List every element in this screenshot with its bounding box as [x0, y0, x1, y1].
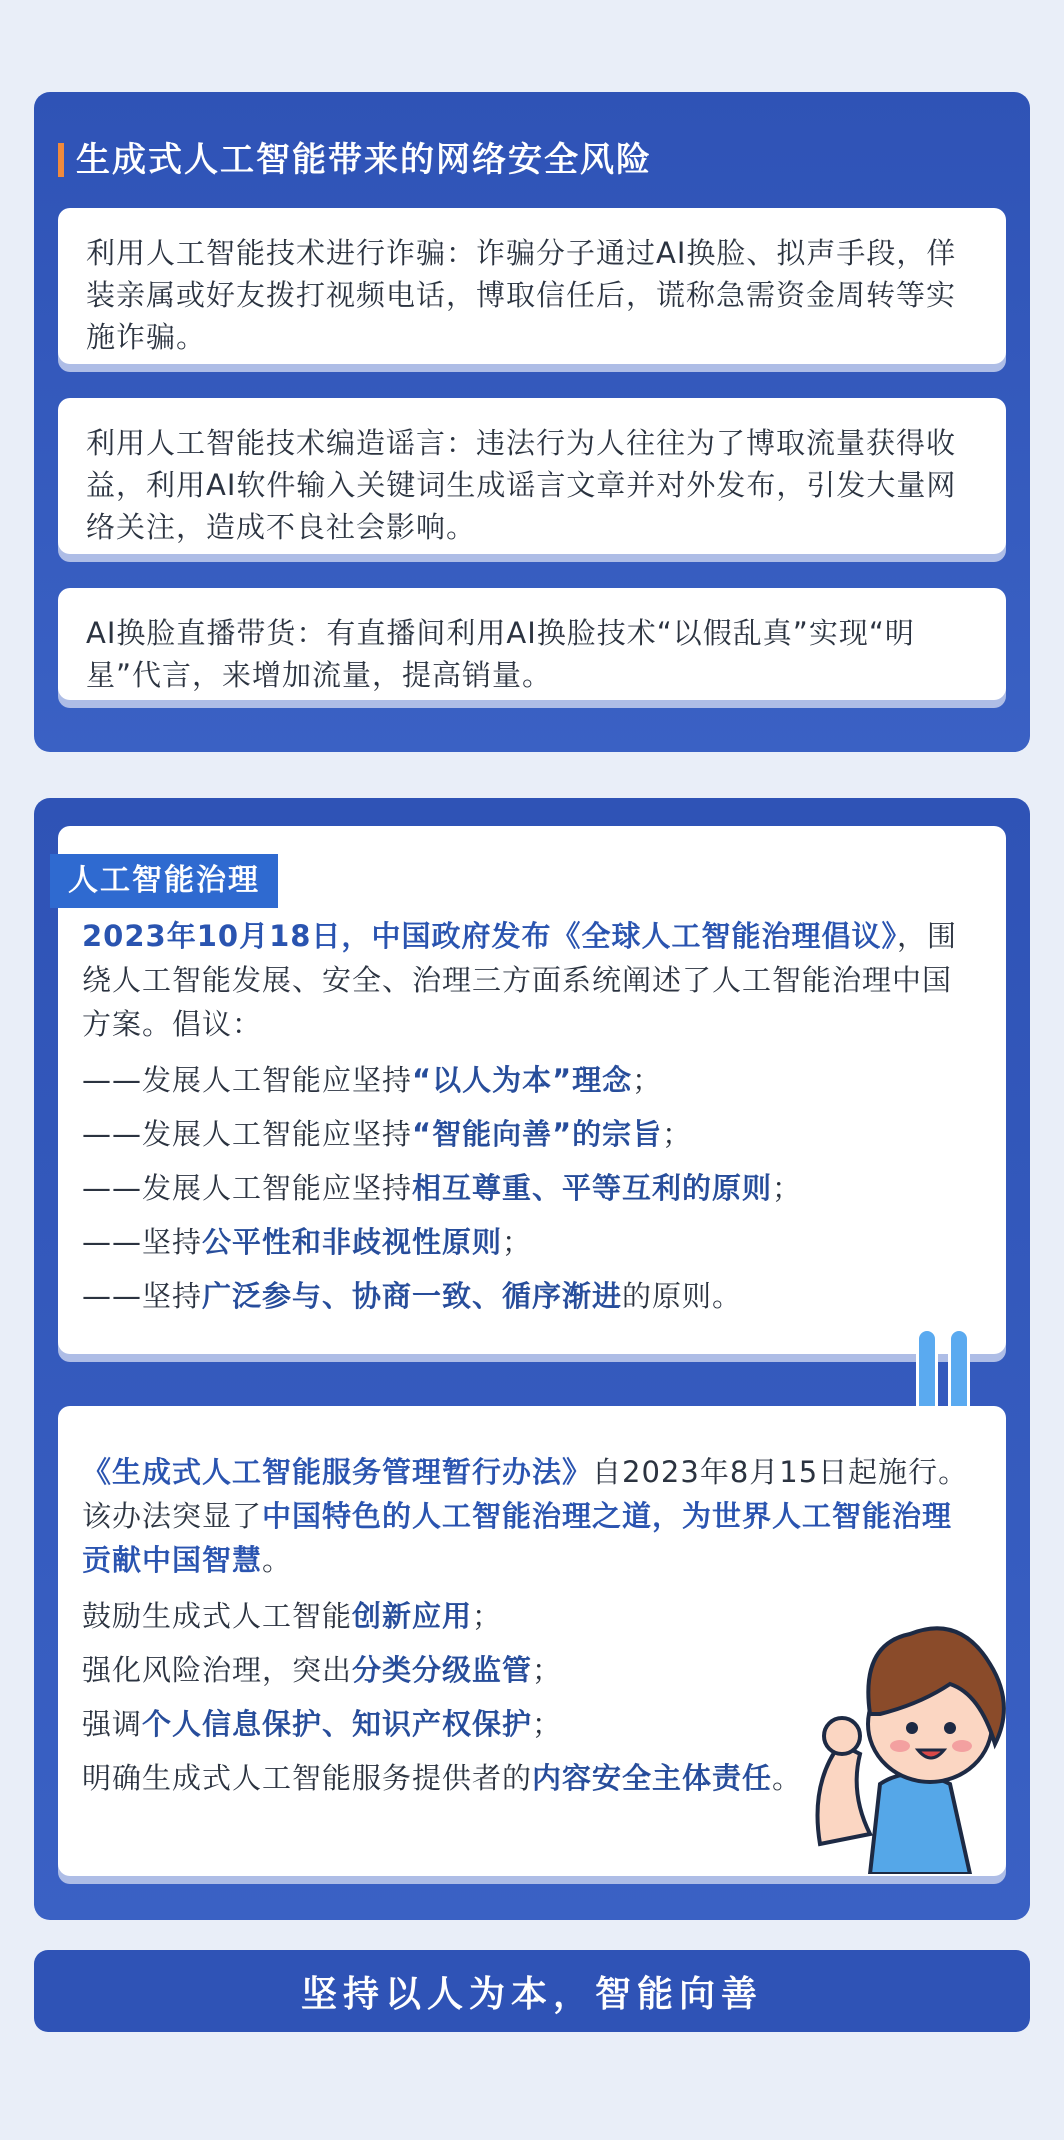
risk-section-title [58, 132, 652, 181]
risk-panel [34, 92, 1030, 752]
measures-intro: 《生成式人工智能服务管理暂行办法》自2023年8月15日起施行。该办法突显了中国特色的人工智能治理之道，为世界人工智能治理贡献中国智慧。 [82, 1455, 969, 1577]
initiative-point: ——发展人工智能应坚持“以人为本”理念； [82, 1063, 663, 1097]
risk-title-text: 生成式人工智能带来的网络安全风险 [76, 140, 652, 180]
initiative-point: ——坚持广泛参与、协商一致、循序渐进的原则。 [82, 1279, 743, 1313]
slogan-text: 坚持以人为本，智能向善 [300, 1973, 763, 2015]
governance-tag: 人工智能治理 [50, 854, 278, 908]
law-highlight: 中国特色的人工智能治理之道，为世界人工智能治理贡献中国智慧 [82, 1499, 953, 1577]
cartoon-girl-icon [800, 1604, 1020, 1874]
initiative-date: 2023年10月18日， [82, 919, 372, 953]
initiative-intro [82, 914, 978, 1046]
slogan-banner [34, 1950, 1030, 2032]
risk-card-text: AI换脸直播带货：有直播间利用AI换脸技术“以假乱真”实现“明星”代言，来增加流量，提高销量。 [86, 616, 915, 692]
measure-point: 强调个人信息保护、知识产权保护； [82, 1707, 563, 1741]
initiative-point: ——坚持公平性和非歧视性原则； [82, 1225, 533, 1259]
title-accent-bar [58, 143, 64, 177]
governance-initiative-card [58, 826, 1006, 1354]
risk-card-text: 利用人工智能技术编造谣言：违法行为人往往为了博取流量获得收益，利用AI软件输入关键词生成谣言文章并对外发布，引发大量网络关注，造成不良社会影响。 [86, 426, 957, 544]
measure-point: 鼓励生成式人工智能创新应用； [82, 1599, 503, 1633]
initiative-point: ——发展人工智能应坚持相互尊重、平等互利的原则； [82, 1171, 803, 1205]
initiative-intro-rest: ，围绕人工智能发展、安全、治理三方面系统阐述了人工智能治理中国方案。倡议： [82, 919, 957, 1041]
risk-card-livestream [58, 588, 1006, 700]
measure-point: 明确生成式人工智能服务提供者的内容安全主体责任。 [82, 1761, 803, 1795]
measure-point: 强化风险治理，突出分类分级监管； [82, 1653, 563, 1687]
risk-card-rumor [58, 398, 1006, 554]
law-title: 《生成式人工智能服务管理暂行办法》 [82, 1455, 593, 1489]
initiative-point: ——发展人工智能应坚持“智能向善”的宗旨； [82, 1117, 693, 1151]
initiative-title: 中国政府发布《全球人工智能治理倡议》 [371, 919, 897, 953]
risk-card-fraud [58, 208, 1006, 364]
risk-card-text: 利用人工智能技术进行诈骗：诈骗分子通过AI换脸、拟声手段，佯装亲属或好友拨打视频电话，博取信任后，谎称急需资金周转等实施诈骗。 [86, 236, 957, 354]
